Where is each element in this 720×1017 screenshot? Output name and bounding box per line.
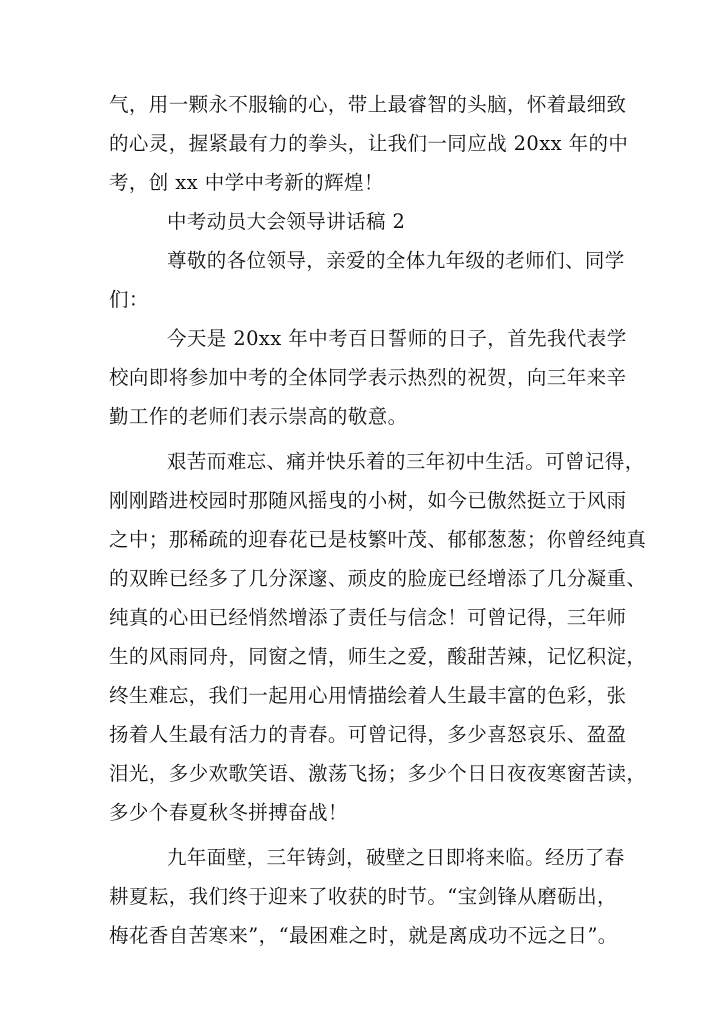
text-line: 耕夏耘，我们终于迎来了收获的时节。“宝剑锋从磨砺出， bbox=[109, 885, 617, 908]
text-line: 九年面壁，三年铸剑，破壁之日即将来临。经历了春 bbox=[167, 846, 625, 869]
text-line: 艰苦而难忘、痛并快乐着的三年初中生活。可曾记得， bbox=[167, 450, 645, 473]
text-line: 考，创 xx 中学中考新的辉煌！ bbox=[109, 171, 384, 194]
section-title: 中考动员大会领导讲话稿 2 bbox=[167, 210, 406, 233]
salutation-line: 们： bbox=[109, 288, 149, 311]
text-line: 梅花香自苦寒来”，“最困难之时，就是离成功不远之日”。 bbox=[109, 924, 618, 947]
text-line: 纯真的心田已经悄然增添了责任与信念！可曾记得，三年师 bbox=[109, 606, 627, 629]
text-line: 终生难忘，我们一起用心用情描绘着人生最丰富的色彩，张 bbox=[109, 684, 627, 707]
text-line: 校向即将参加中考的全体同学表示热烈的祝贺，向三年来辛 bbox=[109, 366, 627, 389]
text-line: 扬着人生最有活力的青春。可曾记得，多少喜怒哀乐、盈盈 bbox=[109, 723, 627, 746]
text-line: 多少个春夏秋冬拼搏奋战！ bbox=[109, 801, 348, 824]
text-line: 的双眸已经多了几分深邃、顽皮的脸庞已经增添了几分凝重、 bbox=[109, 567, 647, 590]
text-line: 今天是 20xx 年中考百日誓师的日子，首先我代表学 bbox=[167, 327, 627, 350]
text-line: 生的风雨同舟，同窗之情，师生之爱，酸甜苦辣，记忆积淀， bbox=[109, 645, 647, 668]
salutation-line: 尊敬的各位领导，亲爱的全体九年级的老师们、同学 bbox=[167, 249, 625, 272]
text-line: 之中；那稀疏的迎春花已是枝繁叶茂、郁郁葱葱；你曾经纯真 bbox=[109, 528, 647, 551]
text-line: 泪光，多少欢歌笑语、激荡飞扬；多少个日日夜夜寒窗苦读， bbox=[109, 762, 647, 785]
text-line: 的心灵，握紧最有力的拳头，让我们一同应战 20xx 年的中 bbox=[109, 132, 629, 155]
text-line: 刚刚踏进校园时那随风摇曳的小树，如今已傲然挺立于风雨 bbox=[109, 489, 627, 512]
text-line: 气，用一颗永不服输的心，带上最睿智的头脑，怀着最细致 bbox=[109, 93, 627, 116]
text-line: 勤工作的老师们表示崇高的敬意。 bbox=[109, 405, 408, 428]
